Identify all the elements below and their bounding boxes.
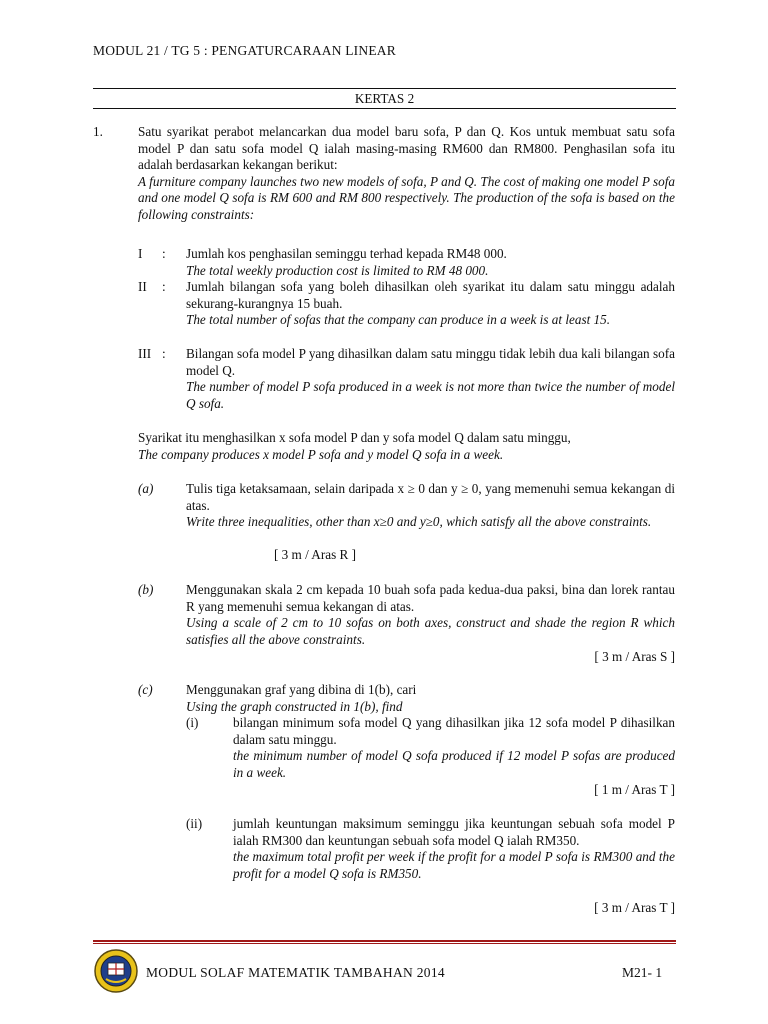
constraint-3 xyxy=(186,346,675,412)
constraint-1 xyxy=(186,246,675,279)
part-c-ii-label: (ii) xyxy=(186,816,203,831)
part-b-marks: [ 3 m / Aras S ] xyxy=(594,649,675,664)
part-b-label: (b) xyxy=(138,582,154,597)
part-a-english: Write three inequalities, other than x≥0 and y≥0, which satisfy all the above constraints. xyxy=(186,514,652,530)
footer-title: MODUL SOLAF MATEMATIK TAMBAHAN 2014 xyxy=(146,965,445,980)
part-b-malay: Menggunakan skala 2 cm kepada 10 buah sofa pada kedua-dua paksi, bina dan lorek rantau R yang memenuhi semua kekangan di atas. xyxy=(186,582,675,614)
part-c-ii xyxy=(233,816,675,882)
page-number: M21- 1 xyxy=(622,965,663,980)
section-title: KERTAS 2 xyxy=(354,91,415,106)
part-b-english: Using a scale of 2 cm to 10 sofas on both axes, construct and shade the region R which satisfies all the above constraints. xyxy=(186,615,675,647)
question-number: 1. xyxy=(93,124,103,139)
part-c-i xyxy=(233,715,675,781)
constraint-label-1: I xyxy=(138,246,143,261)
header-rule xyxy=(93,88,676,89)
page-header-title: MODUL 21 / TG 5 : PENGATURCARAAN LINEAR xyxy=(93,43,396,58)
statement-malay: Syarikat itu menghasilkan x sofa model P dan y sofa model Q dalam satu minggu, xyxy=(138,430,571,445)
part-c-ii-marks: [ 3 m / Aras T ] xyxy=(594,900,675,915)
section-rule xyxy=(93,108,676,109)
constraint-label-3: III xyxy=(138,346,152,361)
part-a xyxy=(186,481,675,531)
constraint-colon: : xyxy=(162,246,166,261)
part-c-malay: Menggunakan graf yang dibina di 1(b), cari xyxy=(186,682,417,697)
part-c-english: Using the graph constructed in 1(b), find xyxy=(186,698,403,714)
part-a-label: (a) xyxy=(138,481,154,496)
constraint-colon: : xyxy=(162,346,166,361)
intro-malay: Satu syarikat perabot melancarkan dua model baru sofa, P dan Q. Kos untuk membuat satu sofa model P dan satu sofa model Q ialah masing-masing RM600 dan RM800. Penghasilan sofa itu adalah berdasarkan kekangan berikut: xyxy=(138,124,675,173)
constraint-colon: : xyxy=(162,279,166,294)
constraint-label-2: II xyxy=(138,279,147,294)
constraint-2-malay: Jumlah bilangan sofa yang boleh dihasilkan oleh syarikat itu dalam satu minggu adalah sekurang-kurangnya 15 buah. xyxy=(186,279,675,311)
school-crest-icon xyxy=(93,948,139,994)
constraint-1-malay: Jumlah kos penghasilan seminggu terhad kepada RM48 000. xyxy=(186,246,507,261)
intro-english: A furniture company launches two new models of sofa, P and Q. The cost of making one model P sofa and one model Q sofa is RM 600 and RM 800 respectively. The production of the sofa is based on the following constraints: xyxy=(138,173,675,222)
footer-rule xyxy=(93,940,676,944)
part-c-i-english: the minimum number of model Q sofa produced if 12 model P sofas are produced in a week. xyxy=(233,748,675,780)
part-c-label: (c) xyxy=(138,682,153,697)
part-a-malay: Tulis tiga ketaksamaan, selain daripada x ≥ 0 dan y ≥ 0, yang memenuhi semua kekangan di atas. xyxy=(186,481,675,513)
constraint-3-malay: Bilangan sofa model P yang dihasilkan dalam satu minggu tidak lebih dua kali bilangan sofa model Q. xyxy=(186,346,675,378)
part-c-ii-english: the maximum total profit per week if the profit for a model P sofa is RM300 and the profit for a model Q sofa is RM350. xyxy=(233,849,675,881)
part-c-i-label: (i) xyxy=(186,715,199,730)
part-b xyxy=(186,582,675,648)
part-c-i-marks: [ 1 m / Aras T ] xyxy=(594,782,675,797)
constraint-2 xyxy=(186,279,675,329)
constraint-1-english: The total weekly production cost is limited to RM 48 000. xyxy=(186,262,489,278)
part-a-marks: [ 3 m / Aras R ] xyxy=(273,547,356,562)
variable-statement xyxy=(138,430,675,463)
part-c xyxy=(186,682,675,715)
question-intro xyxy=(138,124,675,224)
statement-english: The company produces x model P sofa and y model Q sofa in a week. xyxy=(138,446,504,462)
part-c-i-malay: bilangan minimum sofa model Q yang dihasilkan jika 12 sofa model P dihasilkan dalam satu minggu. xyxy=(233,715,675,747)
part-c-ii-malay: jumlah keuntungan maksimum seminggu jika keuntungan sebuah sofa model P ialah RM300 dan keuntungan sebuah sofa model Q ialah RM350. xyxy=(233,816,675,848)
constraint-2-english: The total number of sofas that the company can produce in a week is at least 15. xyxy=(186,312,611,328)
constraint-3-english: The number of model P sofa produced in a week is not more than twice the number of model Q sofa. xyxy=(186,379,675,411)
